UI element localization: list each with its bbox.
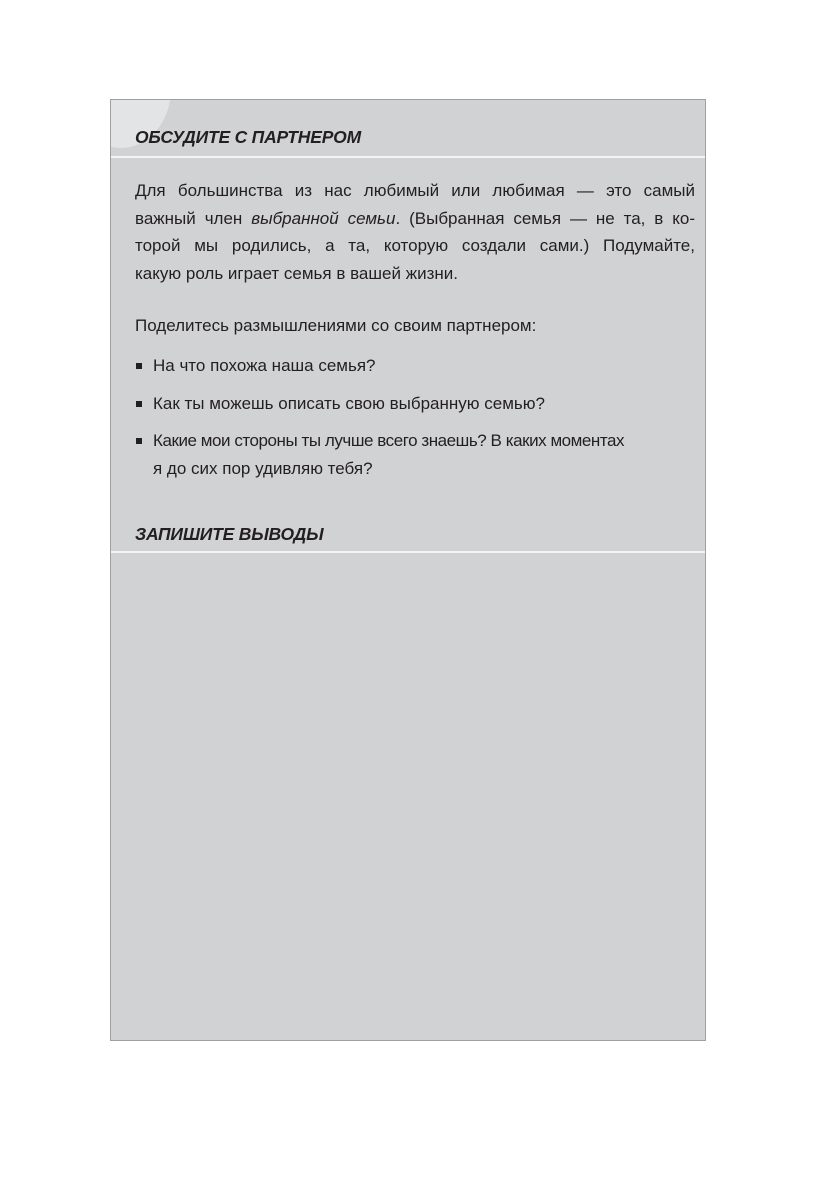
- intro-line-2: [135, 205, 695, 233]
- notes-divider: [111, 551, 705, 553]
- list-item: [135, 427, 695, 482]
- chosen-family-term: выбранной семьи: [251, 208, 396, 228]
- question-text: Какие мои стороны ты лучше всего знаешь? В каких моментах: [153, 431, 625, 450]
- discuss-heading: ОБСУДИТЕ С ПАРТНЕРОМ: [135, 127, 361, 147]
- intro-line-4: какую роль играет семья в вашей жизни.: [135, 263, 458, 283]
- list-item: [135, 390, 695, 418]
- square-bullet-icon: [136, 438, 142, 444]
- intro-line-2-start: важный член: [135, 208, 252, 228]
- question-text: На что похожа наша семья?: [153, 356, 376, 375]
- question-text: Как ты можешь описать свою выбранную семью?: [153, 393, 545, 413]
- question-list: [135, 352, 695, 492]
- list-item: [135, 352, 695, 380]
- question-text-continued: я до сих пор удивляю тебя?: [153, 458, 373, 478]
- write-conclusions-heading: ЗАПИШИТЕ ВЫВОДЫ: [135, 524, 324, 544]
- intro-line-3: торой мы родились, а та, которую создали сами.) Подумайте,: [135, 236, 695, 255]
- intro-line-2-end: . (Выбранная семья — не та, в ко-: [395, 208, 696, 228]
- square-bullet-icon: [136, 363, 142, 369]
- heading-divider: [111, 156, 705, 158]
- intro-line-1: Для большинства из нас любимый или любимая — это самый: [135, 181, 695, 200]
- square-bullet-icon: [136, 401, 142, 407]
- share-prompt: Поделитесь размышлениями со своим партнером:: [135, 316, 537, 335]
- intro-paragraph: [135, 177, 695, 287]
- discussion-card: [110, 99, 706, 1041]
